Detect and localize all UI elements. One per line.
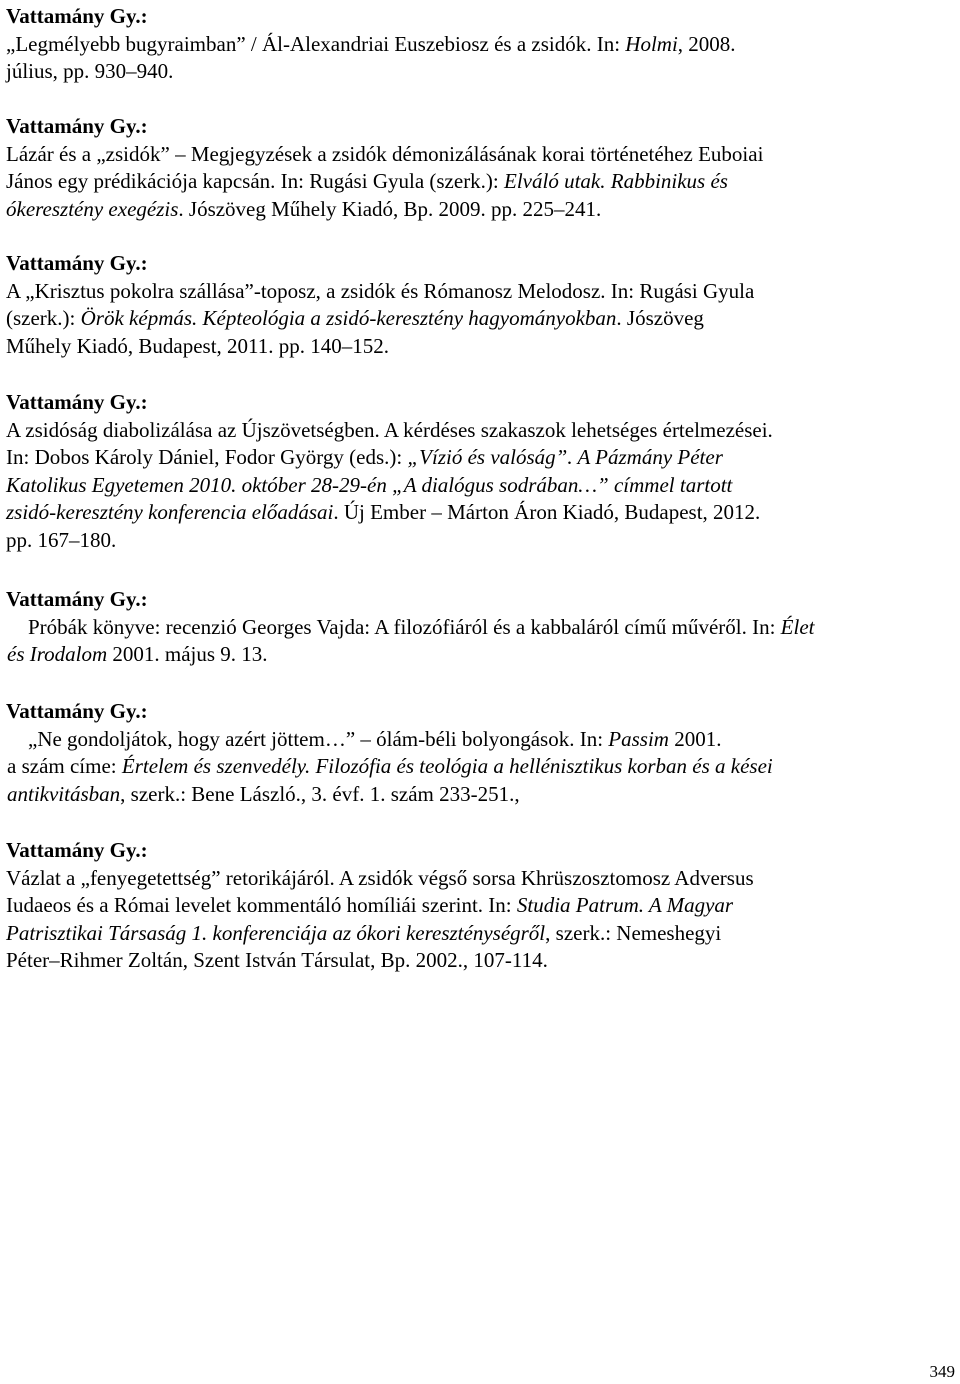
italic-text: Passim [608,726,669,751]
text-segment: A zsidóság diabolizálása az Újszövetségben. A kérdéses szakaszok lehetséges értelmezései. [6,417,773,442]
entry-author: Vattamány Gy.: [6,587,148,611]
entry-author: Vattamány Gy.: [6,838,148,862]
entry-line [6,141,956,169]
entry-line [6,278,956,306]
bibliography-entry [6,586,956,669]
bibliography-entry [6,113,956,223]
bibliography-entry [6,389,956,555]
text-segment: a szám címe: [7,754,122,779]
entry-line [6,305,956,333]
text-segment: „Ne gondoljátok, hogy azért jöttem…” – ólám-béli bolyongások. In: [28,726,609,751]
text-segment: János egy prédikációja kapcsán. In: Rugási Gyula (szerk.): [6,169,505,194]
text-segment: , szerk.: Nemeshegyi [545,920,722,945]
text-segment: Lázár és a „zsidók” – Megjegyzések a zsidók démonizálásának korai történetéhez Euboiai [6,141,764,166]
entry-line [6,753,956,781]
text-segment: Iudaeos és a Római levelet kommentáló homíliái szerint. In: [6,893,517,918]
bibliography-entry [6,3,956,86]
italic-text: Élet [780,614,815,639]
italic-text: és Irodalom [7,642,108,667]
entry-line [6,168,956,196]
text-segment: A „Krisztus pokolra szállása”-toposz, a zsidók és Rómanosz Melodosz. In: Rugási Gyula [6,278,755,303]
entry-author: Vattamány Gy.: [6,251,148,275]
entry-line [6,726,956,754]
text-segment: Próbák könyve: recenzió Georges Vajda: A filozófiáról és a kabbaláról című művéről. In: [28,614,781,639]
entry-line [6,417,956,445]
italic-text: zsidó-keresztény konferencia előadásai [6,500,334,525]
italic-text: Holmi [625,31,678,56]
entry-line [6,333,956,361]
text-segment: , 2008. [677,31,736,56]
entry-line [6,865,956,893]
italic-text: „Vízió és valóság”. A Pázmány Péter [407,445,723,470]
entry-author: Vattamány Gy.: [6,699,148,723]
text-segment: (szerk.): [6,306,81,331]
text-segment: „Legmélyebb bugyraimban” / Ál-Alexandriai Euszebiosz és a zsidók. In: [6,31,626,56]
page-number: 349 [929,1362,955,1381]
bibliography-entry [6,837,956,975]
text-segment: 2001. május 9. 13. [107,642,268,667]
entry-line [6,58,956,86]
italic-text: antikvitásban [7,781,121,806]
italic-text: Örök képmás. Képteológia a zsidó-keresztény hagyományokban [80,306,617,331]
text-segment: Péter–Rihmer Zoltán, Szent István Társulat, Bp. 2002., 107-114. [6,948,548,973]
entry-line [6,444,956,472]
entry-line [6,31,956,59]
entry-line [6,947,956,975]
italic-text: Elváló utak. Rabbinikus és [504,169,728,194]
entry-line [6,614,956,642]
italic-text: Patrisztikai Társaság 1. konferenciája az ókori kereszténységről [6,920,546,945]
text-segment: , szerk.: Bene László., 3. évf. 1. szám 233-251., [120,781,520,806]
entry-line [6,472,956,500]
entry-line [6,499,956,527]
text-segment: július, pp. 930–940. [6,59,174,84]
bibliography-entry [6,698,956,808]
entry-line [6,527,956,555]
italic-text: ókeresztény exegézis [6,196,179,221]
entry-line [6,641,956,669]
text-segment: pp. 167–180. [6,527,117,552]
italic-text: Katolikus Egyetemen 2010. október 28-29-én „A dialógus sodrában…” címmel tartott [6,472,733,497]
text-segment: . Új Ember – Márton Áron Kiadó, Budapest, 2012. [333,500,761,525]
entry-line [6,920,956,948]
entry-line [6,892,956,920]
entry-author: Vattamány Gy.: [6,390,148,414]
bibliography-entry [6,250,956,360]
text-segment: In: Dobos Károly Dániel, Fodor György (eds.): [6,445,408,470]
text-segment: . Jószöveg Műhely Kiadó, Bp. 2009. pp. 225–241. [178,196,602,221]
text-segment: Műhely Kiadó, Budapest, 2011. pp. 140–152. [6,333,390,358]
entry-author: Vattamány Gy.: [6,4,148,28]
italic-text: Értelem és szenvedély. Filozófia és teológia a hellénisztikus korban és a kései [121,754,773,779]
italic-text: Studia Patrum. A Magyar [516,893,734,918]
text-segment: Vázlat a „fenyegetettség” retorikájáról. A zsidók végső sorsa Khrüszosztomosz Adversus [6,865,754,890]
text-segment: . Jószöveg [616,306,704,331]
entry-line [6,781,956,809]
entry-line [6,196,956,224]
entry-author: Vattamány Gy.: [6,114,148,138]
text-segment: 2001. [668,726,722,751]
